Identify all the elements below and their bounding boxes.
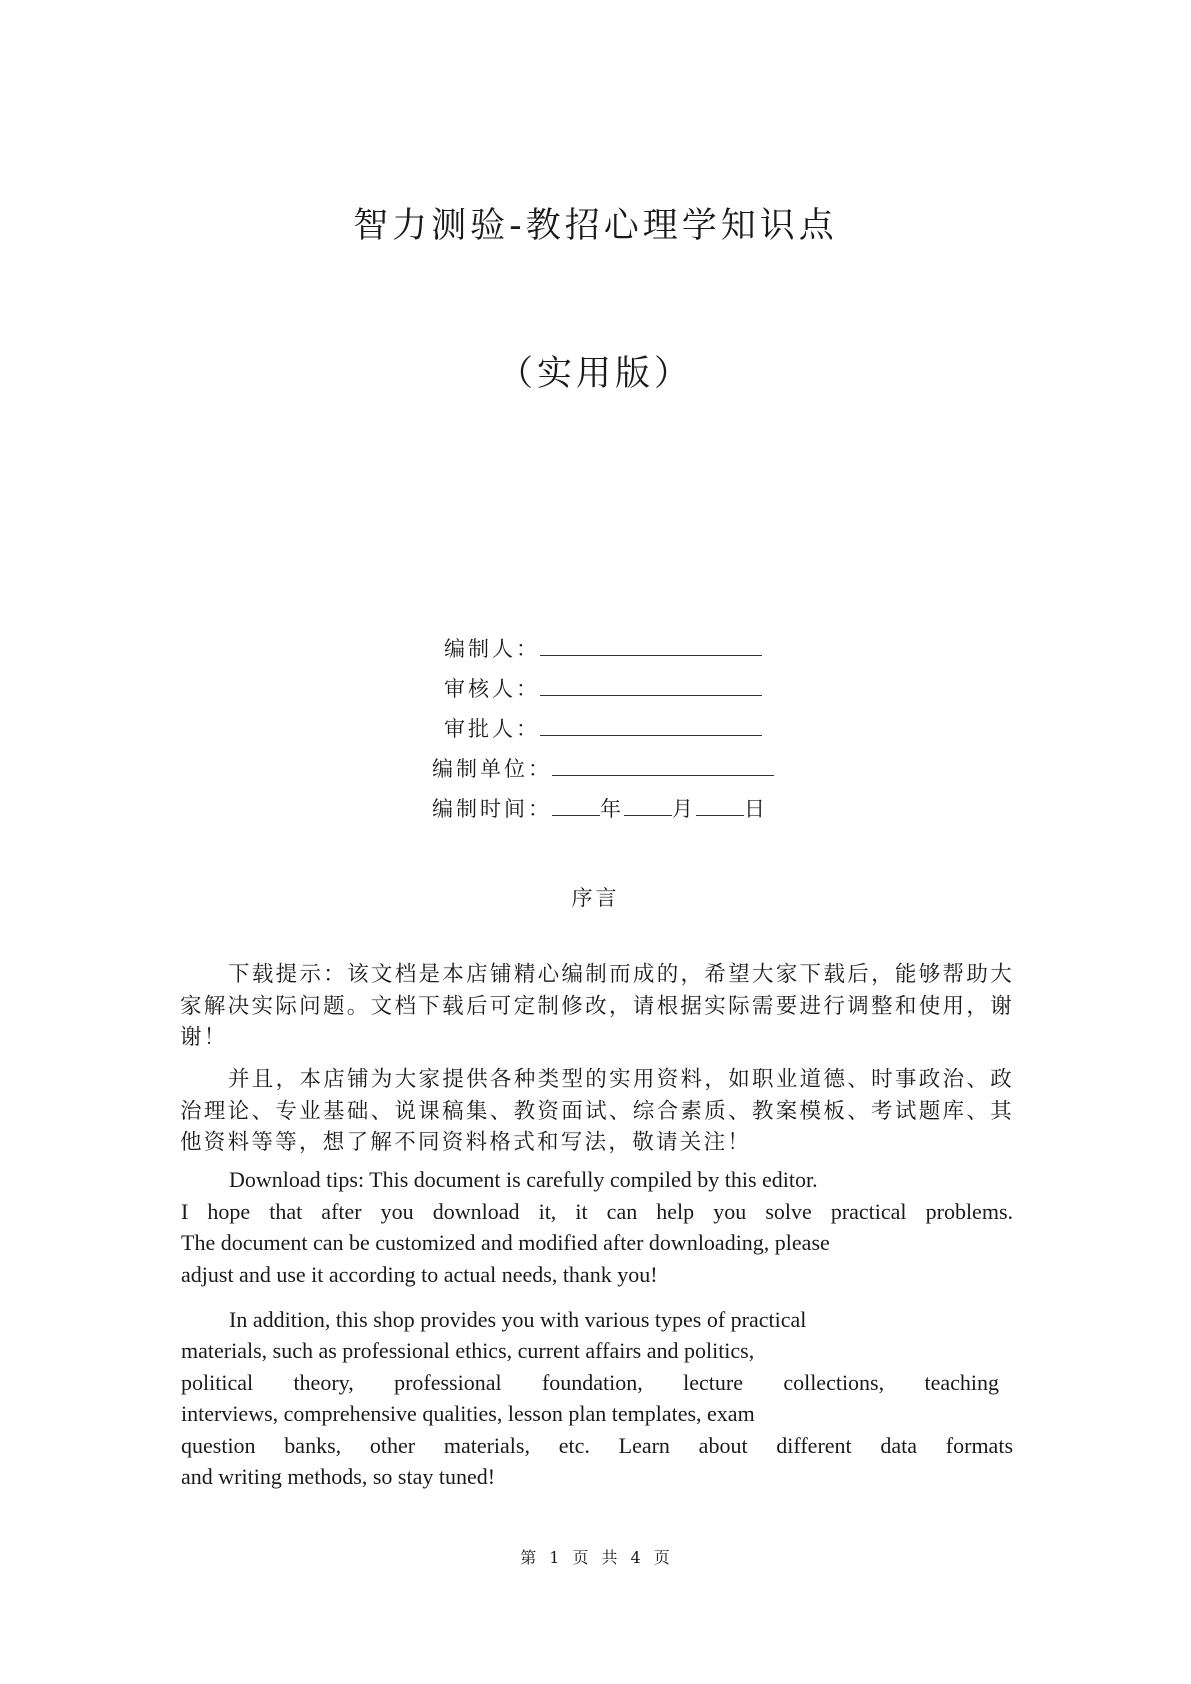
approver-label: 审批人： (444, 717, 540, 741)
date-row (432, 793, 768, 823)
day-label: 日 (744, 797, 768, 821)
year-label: 年 (600, 797, 624, 821)
en-line: In addition, this shop provides you with various types of practical (229, 1307, 807, 1332)
en-line: I hope that after you download it, it can help you solve practical problems. (181, 1199, 1013, 1224)
month-label: 月 (672, 797, 696, 821)
compiler-label: 编制人： (444, 637, 540, 661)
total-pages: 4 (630, 1548, 642, 1567)
total-unit: 页 (653, 1548, 671, 1567)
unit-row (432, 753, 774, 783)
preface-heading: 序言 (571, 886, 620, 910)
en-line: The document can be customized and modified after downloading, please (181, 1230, 830, 1255)
compiler-blank (540, 637, 762, 656)
page-footer (0, 1545, 1191, 1568)
month-blank (624, 797, 672, 816)
en-line: question banks, other materials, etc. Learn about different data formats (181, 1433, 1013, 1458)
year-blank (552, 797, 600, 816)
zh-paragraph-download-tips: 下载提示：该文档是本店铺精心编制而成的，希望大家下载后，能够帮助大家解决实际问题。文档下载后可定制修改，请根据实际需要进行调整和使用，谢谢！ (180, 962, 1014, 1050)
total-prefix: 共 (601, 1548, 619, 1567)
approver-row (444, 713, 762, 743)
reviewer-label: 审核人： (444, 677, 540, 701)
page-number: 1 (549, 1548, 561, 1567)
reviewer-blank (540, 677, 762, 696)
reviewer-row (444, 673, 762, 703)
footer-prefix: 第 (520, 1548, 538, 1567)
unit-blank (552, 757, 774, 776)
day-blank (696, 797, 744, 816)
document-subtitle: （实用版） (497, 354, 693, 394)
en-line: political theory, professional foundation, lecture collections, teaching (181, 1370, 999, 1395)
en-line: materials, such as professional ethics, current affairs and politics, (181, 1338, 755, 1363)
approver-blank (540, 717, 762, 736)
date-label: 编制时间： (432, 797, 552, 821)
en-line: and writing methods, so stay tuned! (181, 1464, 496, 1489)
en-line: Download tips: This document is carefully compiled by this editor. (229, 1167, 818, 1192)
en-line: adjust and use it according to actual needs, thank you! (181, 1262, 658, 1287)
document-title: 智力测验-教招心理学知识点 (353, 206, 838, 246)
en-line: interviews, comprehensive qualities, lesson plan templates, exam (181, 1401, 755, 1426)
unit-label: 编制单位： (432, 757, 552, 781)
page-unit: 页 (572, 1548, 590, 1567)
compiler-row (444, 633, 762, 663)
zh-paragraph-shop-info: 并且，本店铺为大家提供各种类型的实用资料，如职业道德、时事政治、政治理论、专业基础、说课稿集、教资面试、综合素质、教案模板、考试题库、其他资料等等，想了解不同资料格式和写法，敬请关注！ (180, 1067, 1014, 1155)
